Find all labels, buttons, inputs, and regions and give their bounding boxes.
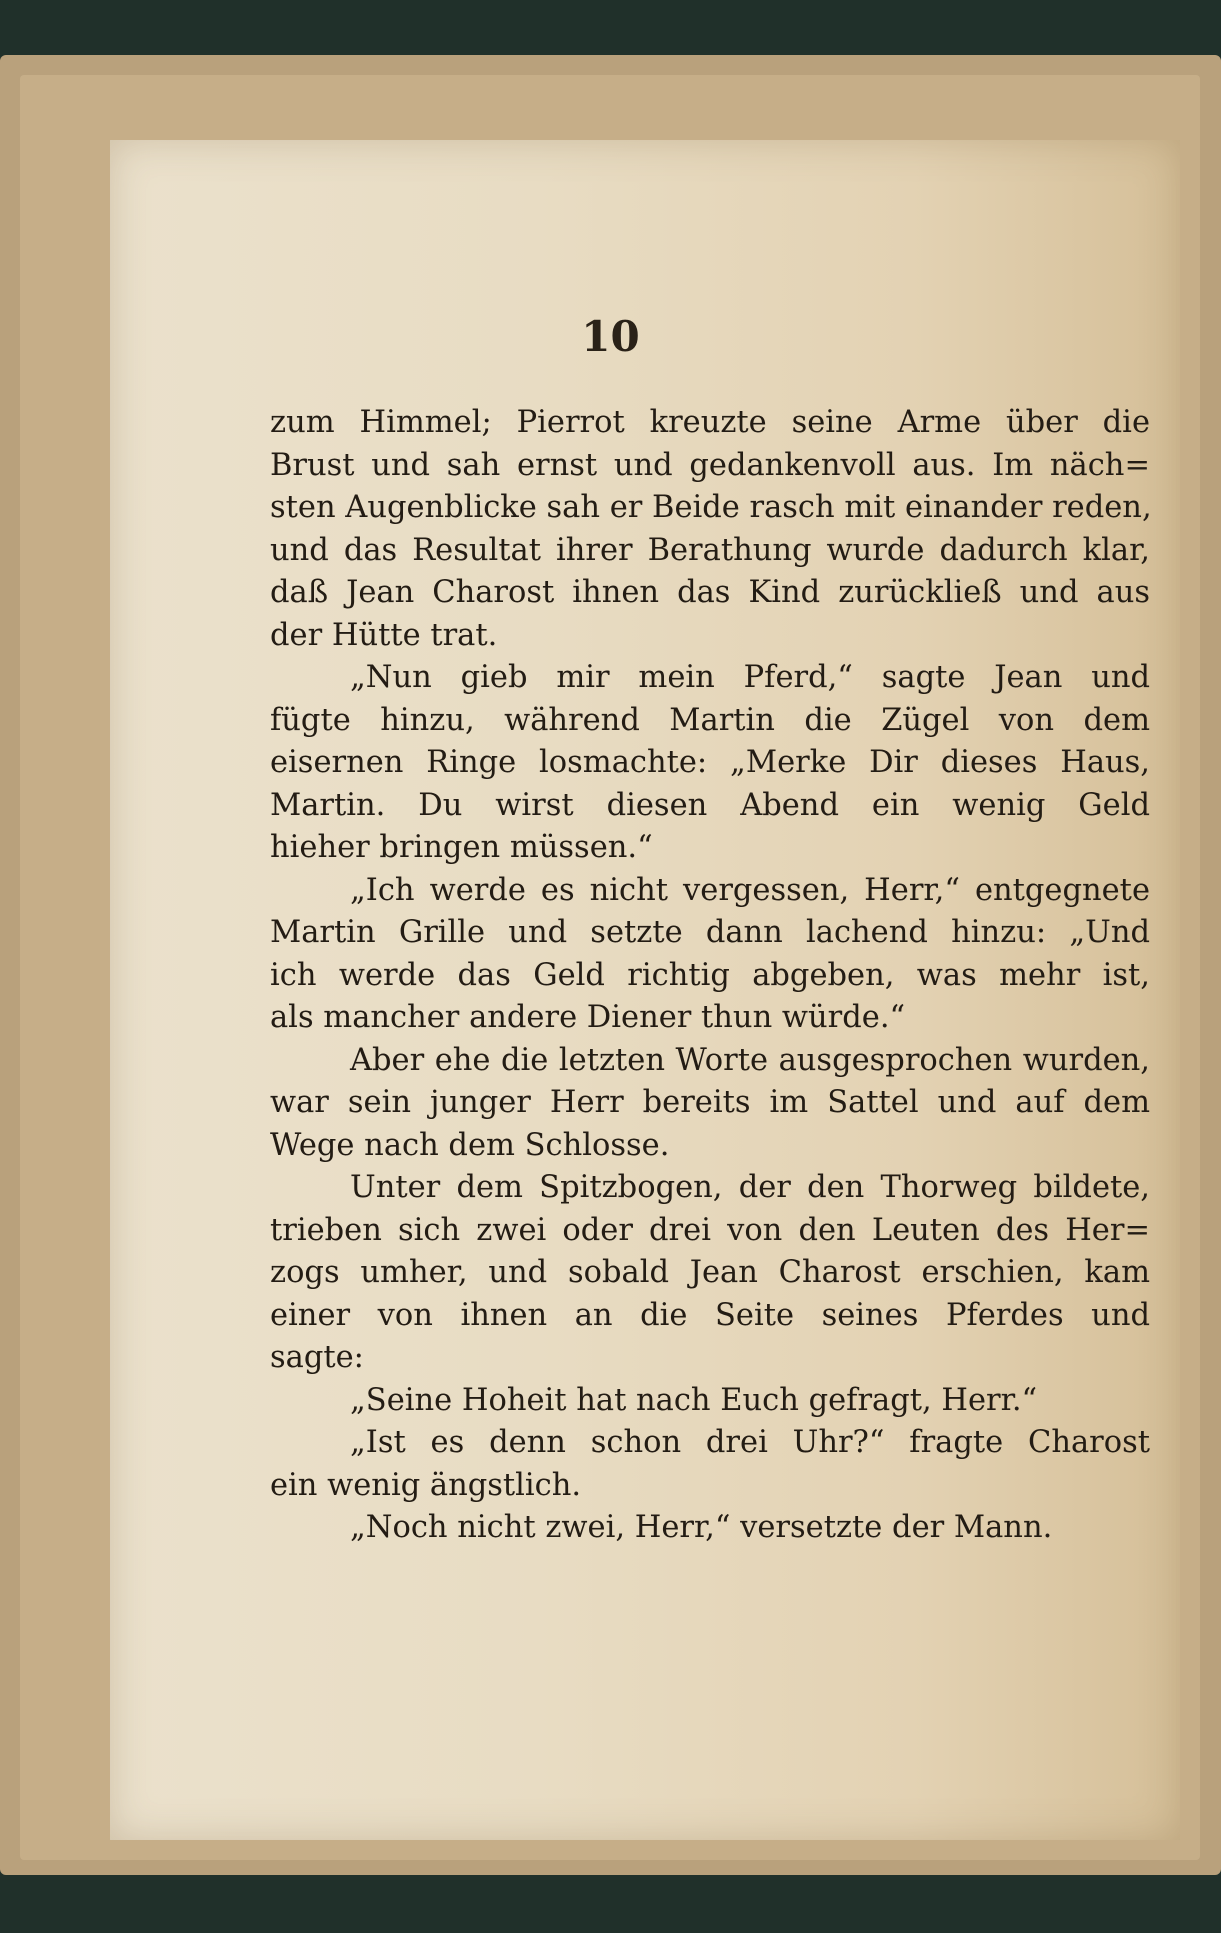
text-line: „Nun gieb mir mein Pferd,“ sagte Jean und [350, 660, 1150, 695]
text-line: „Seine Hoheit hat nach Euch gefragt, Herr.“ [350, 1382, 1038, 1418]
text-line: einer von ihnen an die Seite seines Pferdes und [270, 1297, 1150, 1333]
text-line: trieben sich zwei oder drei von den Leuten des Her= [270, 1212, 1150, 1248]
text-line: hieher bringen müssen.“ [270, 830, 653, 865]
text-line: ein wenig ängstlich. [270, 1467, 582, 1503]
text-line: Unter dem Spitzbogen, der den Thorweg bildete, [350, 1170, 1150, 1205]
text-line: Brust und sah ernst und gedankenvoll aus. Im näch= [270, 447, 1150, 483]
body-text [270, 402, 1150, 1550]
text-line: „Ist es denn schon drei Uhr?“ fragte Charost [350, 1425, 1150, 1460]
text-line: „Noch nicht zwei, Herr,“ versetzte der Mann. [350, 1510, 1053, 1545]
text-line: Martin. Du wirst diesen Abend ein wenig Geld [270, 787, 1150, 823]
text-line: Martin Grille und setzte dann lachend hinzu: „Und [270, 915, 1150, 950]
text-line: fügte hinzu, während Martin die Zügel von dem [270, 702, 1150, 738]
text-line: Wege nach dem Schlosse. [270, 1127, 670, 1163]
text-line: war sein junger Herr bereits im Sattel und auf dem [270, 1085, 1150, 1120]
text-line: zum Himmel; Pierrot kreuzte seine Arme über die [270, 405, 1150, 440]
text-line: der Hütte trat. [270, 617, 498, 653]
text-line: sagte: [270, 1340, 364, 1375]
page-number: 10 [581, 312, 640, 361]
text-line: „Ich werde es nicht vergessen, Herr,“ entgegnete [350, 872, 1150, 908]
text-line: ich werde das Geld richtig abgeben, was mehr ist, [270, 957, 1150, 993]
text-line: Aber ehe die letzten Worte ausgesprochen wurden, [350, 1042, 1150, 1078]
text-line: sten Augenblicke sah er Beide rasch mit einander reden, [270, 490, 1152, 525]
text-line: zogs umher, und sobald Jean Charost erschien, kam [270, 1255, 1150, 1290]
text-line: daß Jean Charost ihnen das Kind zurückließ und aus [270, 575, 1150, 610]
text-line: eisernen Ringe losmachte: „Merke Dir dieses Haus, [270, 745, 1150, 780]
text-line: als mancher andere Diener thun würde.“ [270, 1000, 906, 1035]
text-line: und das Resultat ihrer Berathung wurde dadurch klar, [270, 532, 1150, 568]
